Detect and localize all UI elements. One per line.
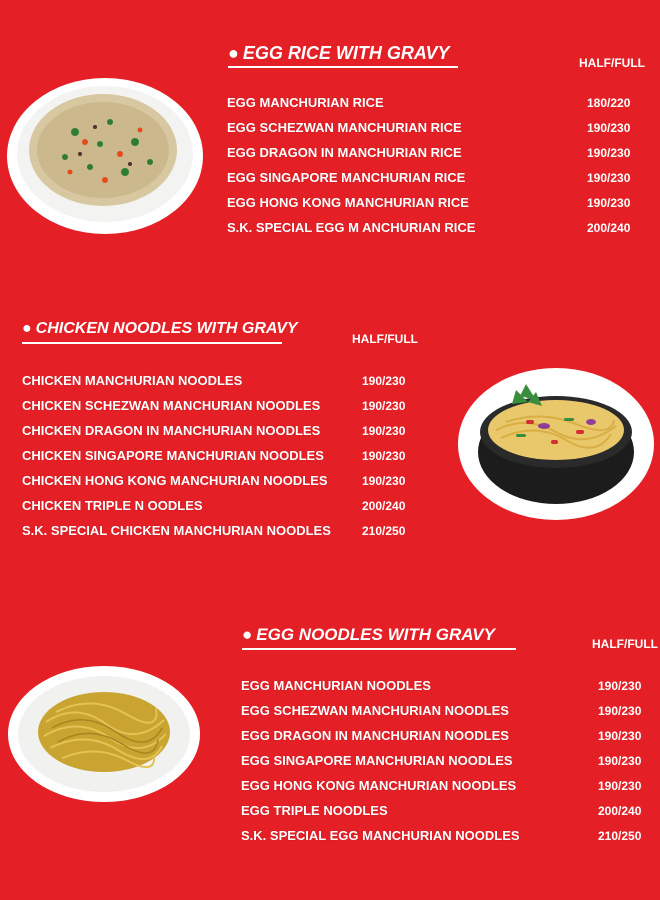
menu-item-price: 190/230: [598, 729, 642, 743]
menu-item-name: CHICKEN TRIPLE N OODLES: [22, 498, 203, 513]
title-underline: [228, 66, 458, 68]
noodles-plate-image: [6, 662, 202, 804]
menu-item-price: 200/240: [587, 221, 631, 235]
menu-item-name: EGG SINGAPORE MANCHURIAN RICE: [227, 170, 466, 185]
menu-item-name: EGG TRIPLE NOODLES: [241, 803, 388, 818]
menu-item-name: EGG SCHEZWAN MANCHURIAN RICE: [227, 120, 462, 135]
menu-item-name: EGG MANCHURIAN NOODLES: [241, 678, 431, 693]
menu-item-price: 190/230: [587, 196, 631, 210]
section-title: ● CHICKEN NOODLES WITH GRAVY: [22, 320, 298, 337]
menu-item-price: 190/230: [362, 399, 406, 413]
bullet-icon: ●: [228, 43, 239, 63]
menu-item-name: CHICKEN SINGAPORE MANCHURIAN NOODLES: [22, 448, 324, 463]
menu-item-name: EGG HONG KONG MANCHURIAN NOODLES: [241, 778, 517, 793]
menu-item-price: 190/230: [598, 779, 642, 793]
menu-item-price: 190/230: [587, 121, 631, 135]
menu-item-name: EGG DRAGON IN MANCHURIAN NOODLES: [241, 728, 509, 743]
menu-item-price: 190/230: [362, 424, 406, 438]
menu-item-price: 190/230: [362, 449, 406, 463]
menu-item-name: CHICKEN SCHEZWAN MANCHURIAN NOODLES: [22, 398, 321, 413]
menu-item-price: 210/250: [598, 829, 642, 843]
menu-item-name: EGG SCHEZWAN MANCHURIAN NOODLES: [241, 703, 509, 718]
menu-item-price: 190/230: [598, 754, 642, 768]
menu-item-price: 190/230: [362, 474, 406, 488]
section-title: ● EGG NOODLES WITH GRAVY: [242, 625, 495, 644]
column-header: HALF/FULL: [579, 56, 645, 70]
menu-item-price: 190/230: [598, 704, 642, 718]
column-header: HALF/FULL: [352, 332, 418, 346]
menu-item-name: EGG HONG KONG MANCHURIAN RICE: [227, 195, 469, 210]
menu-item-name: CHICKEN MANCHURIAN NOODLES: [22, 373, 243, 388]
menu-item-price: 200/240: [598, 804, 642, 818]
menu-item-name: EGG DRAGON IN MANCHURIAN RICE: [227, 145, 462, 160]
bullet-icon: ●: [22, 320, 32, 337]
menu-item-price: 180/220: [587, 96, 631, 110]
fried-rice-bowl-image: [5, 72, 205, 236]
menu-item-name: EGG SINGAPORE MANCHURIAN NOODLES: [241, 753, 513, 768]
menu-item-name: S.K. SPECIAL EGG M ANCHURIAN RICE: [227, 220, 476, 235]
menu-item-price: 190/230: [587, 171, 631, 185]
menu-item-name: S.K. SPECIAL CHICKEN MANCHURIAN NOODLES: [22, 523, 331, 538]
title-underline: [242, 648, 516, 650]
menu-item-name: CHICKEN DRAGON IN MANCHURIAN NOODLES: [22, 423, 321, 438]
bullet-icon: ●: [242, 625, 253, 644]
menu-item-price: 210/250: [362, 524, 406, 538]
menu-item-price: 200/240: [362, 499, 406, 513]
menu-item-name: EGG MANCHURIAN RICE: [227, 95, 384, 110]
menu-item-name: S.K. SPECIAL EGG MANCHURIAN NOODLES: [241, 828, 520, 843]
menu-item-price: 190/230: [362, 374, 406, 388]
section-title: ● EGG RICE WITH GRAVY: [228, 43, 450, 63]
menu-item-price: 190/230: [587, 146, 631, 160]
menu-item-price: 190/230: [598, 679, 642, 693]
menu-item-name: CHICKEN HONG KONG MANCHURIAN NOODLES: [22, 473, 328, 488]
noodle-bowl-image: [456, 360, 656, 522]
title-underline: [22, 342, 282, 344]
column-header: HALF/FULL: [592, 637, 658, 651]
